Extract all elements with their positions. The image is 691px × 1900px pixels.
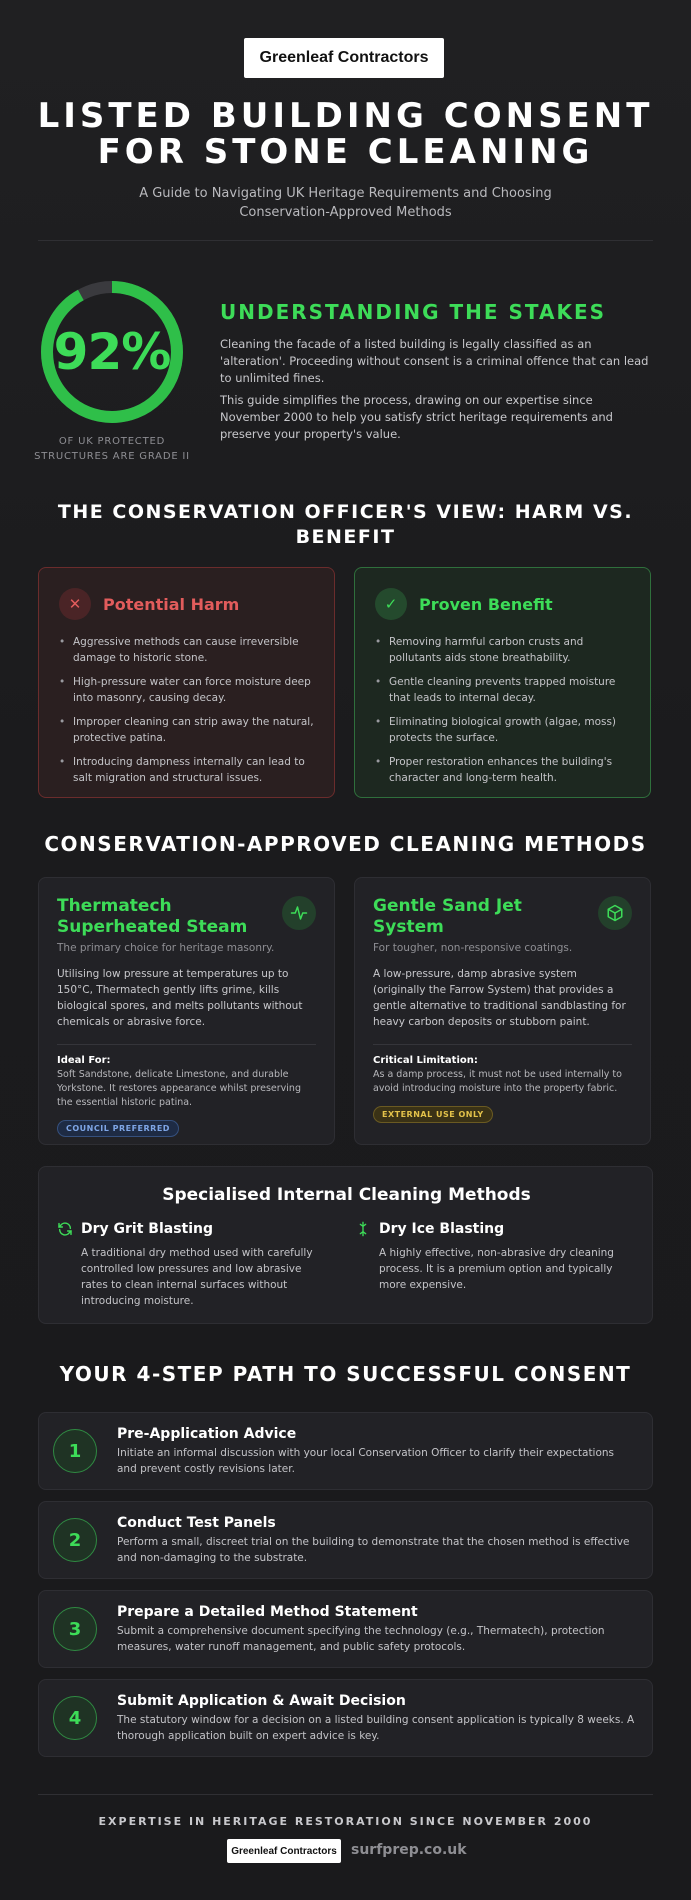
method-subtitle: For tougher, non-responsive coatings. (373, 942, 573, 954)
list-item: • Proper restoration enhances the building's character and long-term health. (375, 754, 630, 786)
step-text: The statutory window for a decision on a listed building consent application is typically 8 weeks. A thorough application built on expert advice is key. (117, 1714, 635, 1742)
internal-method-text: A traditional dry method used with carefully controlled low pressures and low abrasive rates to clean internal surfaces without introducing moisture. (81, 1247, 313, 1307)
internal-method-dry-ice (355, 1221, 625, 1293)
page-subtitle-line-2: Conservation-Approved Methods (239, 205, 452, 220)
list-item: • Removing harmful carbon crusts and pollutants aids stone breathability. (375, 634, 630, 666)
step-card-4 (38, 1679, 653, 1757)
internal-methods-card (38, 1166, 653, 1324)
stakes-paragraph-2: This guide simplifies the process, drawing on our expertise since November 2000 to help you satisfy strict heritage requirements and preserve your property's value. (220, 393, 613, 441)
list-item: • Gentle cleaning prevents trapped moisture that leads to internal decay. (375, 674, 630, 706)
page-subtitle (80, 184, 611, 222)
stat-ring (38, 278, 186, 426)
benefit-card (354, 567, 651, 798)
brand-logo: Greenleaf Contractors (244, 38, 444, 78)
internal-method-header (57, 1221, 327, 1237)
method-description: A low-pressure, damp abrasive system (originally the Farrow System) that provides a gentle alternative to traditional sandblasting for heavy carbon deposits or stubborn paint. (373, 968, 626, 1028)
method-label-text: Soft Sandstone, delicate Limestone, and durable Yorkstone. It restores appearance whilst preserving the essential historic patina. (57, 1069, 301, 1108)
methods-title: CONSERVATION-APPROVED CLEANING METHODS (44, 832, 647, 856)
step-number: 4 (53, 1696, 97, 1740)
x-icon: ✕ (59, 588, 91, 620)
step-number: 1 (53, 1429, 97, 1473)
step-title: Prepare a Detailed Method Statement (117, 1604, 418, 1620)
step-text: Perform a small, discreet trial on the building to demonstrate that the chosen method is effective and non-damaging to the substrate. (117, 1536, 630, 1564)
step-card-1 (38, 1412, 653, 1490)
method-label: Ideal For: (57, 1055, 111, 1066)
method-description: Utilising low pressure at temperatures up to 150°C, Thermatech gently lifts grime, kills biological spores, and melts pollutants without chemicals or abrasive force. (57, 968, 303, 1028)
step-text: Initiate an informal discussion with your local Conservation Officer to clarify their expectations and prevent costly revisions later. (117, 1447, 615, 1475)
benefit-card-title: Proven Benefit (419, 594, 553, 614)
check-icon: ✓ (375, 588, 407, 620)
method-divider (373, 1044, 632, 1045)
step-title: Pre-Application Advice (117, 1426, 297, 1442)
stat-value: 92% (53, 323, 171, 381)
status-badge: EXTERNAL USE ONLY (373, 1106, 493, 1123)
pulse-icon (282, 896, 316, 930)
method-subtitle: The primary choice for heritage masonry. (57, 942, 275, 954)
header-divider (38, 240, 653, 241)
step-card-3 (38, 1590, 653, 1668)
internal-methods-title: Specialised Internal Cleaning Methods (162, 1185, 531, 1205)
method-label: Critical Limitation: (373, 1055, 478, 1066)
internal-method-text: A highly effective, non-abrasive dry cleaning process. It is a premium option and typically more expensive. (379, 1247, 614, 1291)
status-badge: COUNCIL PREFERRED (57, 1120, 179, 1137)
stat-caption-line-1: OF UK PROTECTED (58, 436, 166, 447)
method-card-thermatech (38, 877, 335, 1145)
harm-list (59, 634, 314, 786)
internal-method-dry-grit (57, 1221, 327, 1309)
list-item: • Introducing dampness internally can lead to salt migration and structural issues. (59, 754, 314, 786)
footer-divider (38, 1794, 653, 1795)
method-card-sand-jet (354, 877, 651, 1145)
internal-method-title: Dry Grit Blasting (81, 1221, 214, 1237)
list-item: • Eliminating biological growth (algae, moss) protects the surface. (375, 714, 630, 746)
steps-title: YOUR 4-STEP PATH TO SUCCESSFUL CONSENT (59, 1362, 632, 1386)
footer-url[interactable]: surfprep.co.uk (351, 1842, 467, 1858)
harm-card-title: Potential Harm (103, 594, 240, 614)
internal-method-header (355, 1221, 625, 1237)
step-number: 3 (53, 1607, 97, 1651)
list-item: • High-pressure water can force moisture deep into masonry, causing decay. (59, 674, 314, 706)
stat-caption-line-2: STRUCTURES ARE GRADE II (34, 451, 190, 462)
step-card-2 (38, 1501, 653, 1579)
page-title (0, 98, 691, 170)
stakes-title: UNDERSTANDING THE STAKES (220, 300, 607, 324)
list-item: • Improper cleaning can strip away the natural, protective patina. (59, 714, 314, 746)
method-title: Gentle Sand Jet System (373, 896, 522, 937)
list-item: • Aggressive methods can cause irreversible damage to historic stone. (59, 634, 314, 666)
step-title: Conduct Test Panels (117, 1515, 276, 1531)
stakes-paragraph-1: Cleaning the facade of a listed building is legally classified as an 'alteration'. Proceeding without consent is a criminal offence that can lead to unlimited fines. (220, 337, 649, 385)
internal-method-title: Dry Ice Blasting (379, 1221, 505, 1237)
step-text: Submit a comprehensive document specifying the technology (e.g., Thermatech), protection measures, water runoff management, and public safety protocols. (117, 1625, 605, 1653)
footer-tagline: EXPERTISE IN HERITAGE RESTORATION SINCE NOVEMBER 2000 (98, 1815, 593, 1828)
page-title-line-1: LISTED BUILDING CONSENT (37, 96, 654, 136)
benefit-list (375, 634, 630, 786)
benefit-card-header (375, 586, 630, 622)
cube-icon (598, 896, 632, 930)
footer-logo: Greenleaf Contractors (227, 1839, 341, 1863)
page-subtitle-line-1: A Guide to Navigating UK Heritage Requirements and Choosing (139, 186, 552, 201)
method-title: Thermatech Superheated Steam (57, 896, 248, 937)
step-title: Submit Application & Await Decision (117, 1693, 406, 1709)
refresh-icon (57, 1221, 73, 1237)
harm-card-header (59, 586, 314, 622)
harm-card (38, 567, 335, 798)
snowflake-icon (355, 1221, 371, 1237)
stat-caption (26, 434, 198, 464)
harm-benefit-title: THE CONSERVATION OFFICER'S VIEW: HARM VS. BENEFIT (57, 501, 634, 548)
method-label-text: As a damp process, it must not be used internally to avoid introducing moisture into the property fabric. (373, 1069, 622, 1094)
page-title-line-2: FOR STONE CLEANING (97, 132, 594, 172)
method-divider (57, 1044, 316, 1045)
step-number: 2 (53, 1518, 97, 1562)
